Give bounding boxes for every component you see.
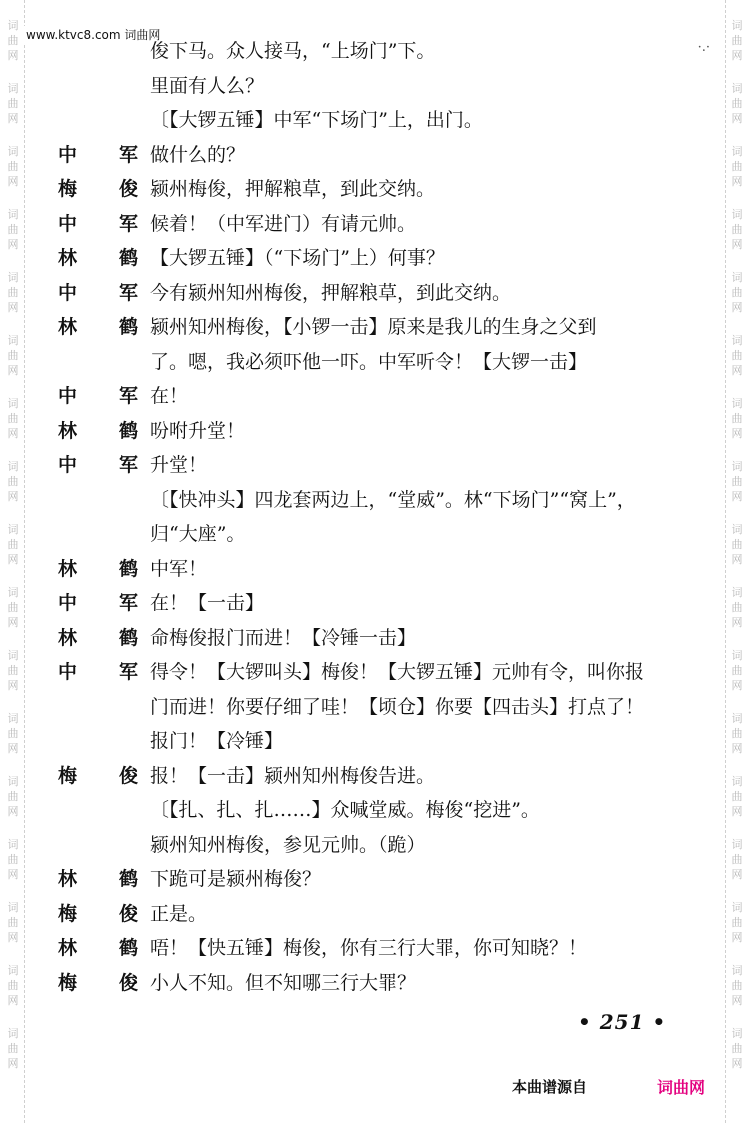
watermark-group: [732, 711, 743, 756]
watermark-group: [732, 18, 743, 63]
watermark-char: 词: [7, 586, 19, 599]
watermark-group: [732, 774, 743, 819]
watermark-char: 词: [731, 82, 743, 95]
script-line: [58, 138, 718, 173]
watermark-char: 词: [731, 397, 743, 410]
watermark-group: [732, 900, 743, 945]
speaker-name: 林 鹤: [58, 557, 138, 580]
watermark-char: 曲: [731, 538, 743, 551]
watermark-char: 网: [7, 868, 19, 881]
dialogue-text: 在！【一击】: [150, 592, 265, 614]
speaker-name: 林 鹤: [58, 868, 138, 890]
watermark-group: [732, 1026, 743, 1071]
script-line: [58, 759, 718, 794]
script-line: [58, 690, 718, 725]
watermark-char: 曲: [7, 601, 19, 614]
watermark-char: 网: [731, 112, 743, 125]
watermark-group: [732, 207, 743, 252]
site-url-text: www.ktvc8.com: [26, 28, 121, 42]
watermark-group: [8, 585, 19, 630]
watermark-char: 曲: [731, 601, 743, 614]
script-line: [58, 241, 718, 276]
watermark-char: 曲: [731, 412, 743, 425]
watermark-char: 曲: [7, 538, 19, 551]
watermark-char: 词: [731, 145, 743, 158]
watermark-char: 曲: [731, 790, 743, 803]
watermark-char: 网: [731, 364, 743, 377]
watermark-char: 词: [7, 82, 19, 95]
watermark-char: 词: [731, 19, 743, 32]
watermark-group: [8, 774, 19, 819]
watermark-column-right: [725, 0, 748, 1123]
dialogue-text: 【大锣五锤】（“下场门”上）何事？: [150, 247, 445, 269]
watermark-char: 网: [7, 679, 19, 692]
script-line: [58, 862, 718, 897]
watermark-group: [8, 270, 19, 315]
watermark-char: 网: [7, 742, 19, 755]
watermark-char: 词: [7, 397, 19, 410]
speaker-name: 梅 俊: [58, 971, 138, 994]
script-line: [58, 897, 718, 932]
script-line: [58, 172, 718, 207]
watermark-char: 曲: [731, 286, 743, 299]
script-line: [58, 931, 718, 966]
dialogue-text: 〔【快冲头】四龙套两边上，“堂威”。林“下场门”“窝上”，: [150, 488, 636, 511]
watermark-char: 曲: [731, 475, 743, 488]
watermark-char: 词: [731, 775, 743, 788]
script-line: [58, 414, 718, 449]
watermark-char: 网: [7, 238, 19, 251]
speaker-name: 梅 俊: [58, 902, 138, 925]
watermark-char: 曲: [731, 664, 743, 677]
watermark-group: [732, 396, 743, 441]
watermark-char: 词: [7, 838, 19, 851]
watermark-group: [732, 522, 743, 567]
speaker-name: 林 鹤: [58, 937, 138, 959]
dialogue-text: 报！【一击】颍州知州梅俊告进。: [150, 764, 436, 787]
watermark-char: 词: [7, 145, 19, 158]
watermark-char: 曲: [7, 160, 19, 173]
watermark-char: 网: [7, 994, 19, 1007]
watermark-column-left: [2, 0, 25, 1123]
dialogue-text: 中军！: [150, 557, 208, 580]
watermark-char: 词: [7, 460, 19, 473]
watermark-group: [732, 270, 743, 315]
watermark-char: 曲: [7, 34, 19, 47]
watermark-group: [8, 207, 19, 252]
watermark-group: [8, 333, 19, 378]
script-line: [58, 483, 718, 518]
watermark-char: 网: [731, 490, 743, 503]
watermark-group: [8, 1026, 19, 1071]
watermark-char: 曲: [7, 223, 19, 236]
watermark-group: [8, 711, 19, 756]
watermark-char: 网: [7, 490, 19, 503]
watermark-char: 曲: [731, 1042, 743, 1055]
watermark-char: 网: [731, 994, 743, 1007]
dialogue-text: 今有颍州知州梅俊，押解粮草，到此交纳。: [150, 281, 512, 304]
watermark-char: 词: [7, 712, 19, 725]
watermark-char: 网: [7, 301, 19, 314]
watermark-char: 词: [7, 19, 19, 32]
watermark-char: 网: [731, 616, 743, 629]
watermark-char: 曲: [731, 223, 743, 236]
script-line: [58, 310, 718, 345]
script-line: [58, 34, 718, 69]
speaker-name: 中 军: [58, 143, 138, 166]
script-line: [58, 517, 718, 552]
dialogue-text: 〔【大锣五锤】中军“下场门”上，出门。: [150, 109, 483, 131]
watermark-char: 曲: [7, 475, 19, 488]
watermark-char: 曲: [7, 790, 19, 803]
dialogue-text: 颍州知州梅俊，【小锣一击】原来是我儿的生身之父到: [150, 316, 597, 338]
script-body: [58, 34, 718, 1000]
script-line: [58, 276, 718, 311]
script-line: [58, 828, 718, 863]
watermark-group: [732, 837, 743, 882]
speaker-name: 中 军: [58, 212, 138, 235]
watermark-group: [732, 144, 743, 189]
speaker-name: 中 军: [58, 281, 138, 304]
watermark-char: 曲: [7, 286, 19, 299]
watermark-char: 网: [7, 931, 19, 944]
watermark-char: 曲: [731, 979, 743, 992]
script-line: [58, 552, 718, 587]
speaker-name: 林 鹤: [58, 316, 138, 338]
watermark-char: 曲: [7, 412, 19, 425]
watermark-char: 网: [731, 238, 743, 251]
watermark-char: 网: [731, 49, 743, 62]
script-line: [58, 966, 718, 1001]
watermark-char: 曲: [7, 97, 19, 110]
watermark-char: 词: [7, 334, 19, 347]
watermark-char: 词: [731, 460, 743, 473]
dialogue-text: 吩咐升堂！: [150, 419, 246, 442]
watermark-char: 曲: [7, 1042, 19, 1055]
speaker-name: 林 鹤: [58, 247, 138, 269]
watermark-group: [8, 522, 19, 567]
dialogue-text: 报门！【冷锤】: [150, 730, 284, 752]
watermark-char: 曲: [7, 979, 19, 992]
watermark-char: 词: [731, 838, 743, 851]
watermark-group: [8, 144, 19, 189]
dialogue-text: 升堂！: [150, 454, 208, 476]
watermark-group: [8, 837, 19, 882]
script-line: [58, 69, 718, 104]
watermark-char: 曲: [731, 349, 743, 362]
script-line: [58, 586, 718, 621]
watermark-char: 网: [7, 553, 19, 566]
watermark-group: [732, 585, 743, 630]
watermark-char: 网: [7, 616, 19, 629]
watermark-char: 词: [731, 208, 743, 221]
script-line: [58, 207, 718, 242]
watermark-group: [8, 81, 19, 126]
speaker-name: 中 军: [58, 661, 138, 683]
watermark-char: 词: [7, 208, 19, 221]
watermark-char: 网: [7, 175, 19, 188]
dialogue-text: 了。嗯，我必须吓他一吓。中军听令！【大锣一击】: [150, 350, 588, 373]
watermark-char: 曲: [7, 664, 19, 677]
corner-mark: ·.·: [697, 40, 710, 55]
watermark-char: 网: [7, 364, 19, 377]
speaker-name: 中 军: [58, 592, 138, 614]
speaker-name: 梅 俊: [58, 178, 138, 200]
footer-brand-link[interactable]: 词曲网: [657, 1078, 706, 1097]
watermark-char: 词: [7, 271, 19, 284]
watermark-char: 词: [7, 649, 19, 662]
watermark-char: 网: [7, 49, 19, 62]
watermark-char: 词: [731, 712, 743, 725]
watermark-char: 网: [7, 805, 19, 818]
watermark-char: 网: [731, 742, 743, 755]
watermark-char: 曲: [731, 160, 743, 173]
dialogue-text: 命梅俊报门而进！【冷锤一击】: [150, 626, 417, 649]
watermark-group: [732, 459, 743, 504]
watermark-char: 词: [731, 586, 743, 599]
watermark-char: 词: [731, 271, 743, 284]
watermark-char: 网: [731, 868, 743, 881]
script-line: [58, 345, 718, 380]
watermark-char: 曲: [731, 727, 743, 740]
dialogue-text: 归“大座”。: [150, 523, 246, 545]
dialogue-text: 下跪可是颍州梅俊？: [150, 868, 322, 890]
watermark-group: [732, 648, 743, 693]
watermark-group: [732, 963, 743, 1008]
dialogue-text: 唔！【快五锤】梅俊，你有三行大罪，你可知晓？！: [150, 937, 588, 959]
watermark-char: 词: [731, 964, 743, 977]
watermark-char: 网: [731, 931, 743, 944]
watermark-char: 曲: [731, 97, 743, 110]
speaker-name: 林 鹤: [58, 626, 138, 649]
script-line: [58, 379, 718, 414]
watermark-char: 曲: [731, 853, 743, 866]
script-line: [58, 448, 718, 483]
page-number: • 251 •: [578, 1010, 667, 1034]
watermark-char: 网: [7, 112, 19, 125]
watermark-char: 曲: [7, 916, 19, 929]
watermark-group: [8, 396, 19, 441]
watermark-char: 网: [731, 427, 743, 440]
script-line: [58, 793, 718, 828]
watermark-char: 网: [731, 679, 743, 692]
speaker-name: 梅 俊: [58, 764, 138, 787]
speaker-name: 中 军: [58, 385, 138, 407]
watermark-char: 词: [7, 901, 19, 914]
dialogue-text: 颍州梅俊，押解粮草，到此交纳。: [150, 178, 436, 200]
dialogue-text: 颍州知州梅俊，参见元帅。（跪）: [150, 833, 426, 856]
watermark-char: 词: [7, 964, 19, 977]
speaker-name: 中 军: [58, 454, 138, 476]
watermark-group: [8, 648, 19, 693]
script-line: [58, 724, 718, 759]
dialogue-text: 正是。: [150, 902, 208, 925]
footer-source-label: 本曲谱源自: [512, 1078, 588, 1096]
watermark-char: 网: [7, 427, 19, 440]
watermark-char: 词: [7, 1027, 19, 1040]
site-brand-text: 词曲网: [124, 28, 161, 42]
watermark-char: 网: [731, 1057, 743, 1070]
script-line: [58, 103, 718, 138]
watermark-char: 网: [731, 301, 743, 314]
watermark-char: 网: [731, 175, 743, 188]
dialogue-text: 候着！（中军进门）有请元帅。: [150, 212, 417, 235]
watermark-char: 词: [7, 775, 19, 788]
watermark-char: 词: [731, 901, 743, 914]
script-line: [58, 655, 718, 690]
watermark-char: 词: [731, 1027, 743, 1040]
speaker-name: 林 鹤: [58, 419, 138, 442]
watermark-char: 曲: [731, 916, 743, 929]
watermark-char: 词: [731, 334, 743, 347]
watermark-char: 词: [7, 523, 19, 536]
dialogue-text: 得令！【大锣叫头】梅俊！【大锣五锤】元帅有令，叫你报: [150, 661, 645, 683]
watermark-char: 网: [731, 805, 743, 818]
watermark-group: [8, 900, 19, 945]
dialogue-text: 做什么的？: [150, 143, 246, 166]
watermark-char: 词: [731, 649, 743, 662]
dialogue-text: 俊下马。众人接马，“上场门”下。: [150, 40, 436, 62]
watermark-char: 词: [731, 523, 743, 536]
dialogue-text: 小人不知。但不知哪三行大罪？: [150, 971, 417, 994]
watermark-group: [732, 81, 743, 126]
watermark-group: [8, 18, 19, 63]
script-line: [58, 621, 718, 656]
watermark-group: [8, 963, 19, 1008]
watermark-group: [732, 333, 743, 378]
watermark-char: 曲: [7, 727, 19, 740]
dialogue-text: 里面有人么？: [150, 74, 265, 97]
dialogue-text: 门而进！你要仔细了哇！【顷仓】你要【四击头】打点了！: [150, 695, 645, 718]
watermark-char: 网: [7, 1057, 19, 1070]
watermark-char: 网: [731, 553, 743, 566]
watermark-group: [8, 459, 19, 504]
watermark-char: 曲: [731, 34, 743, 47]
watermark-char: 曲: [7, 853, 19, 866]
dialogue-text: 〔【扎、扎、扎……】众喊堂威。梅俊“挖进”。: [150, 799, 540, 821]
watermark-char: 曲: [7, 349, 19, 362]
dialogue-text: 在！: [150, 385, 189, 407]
